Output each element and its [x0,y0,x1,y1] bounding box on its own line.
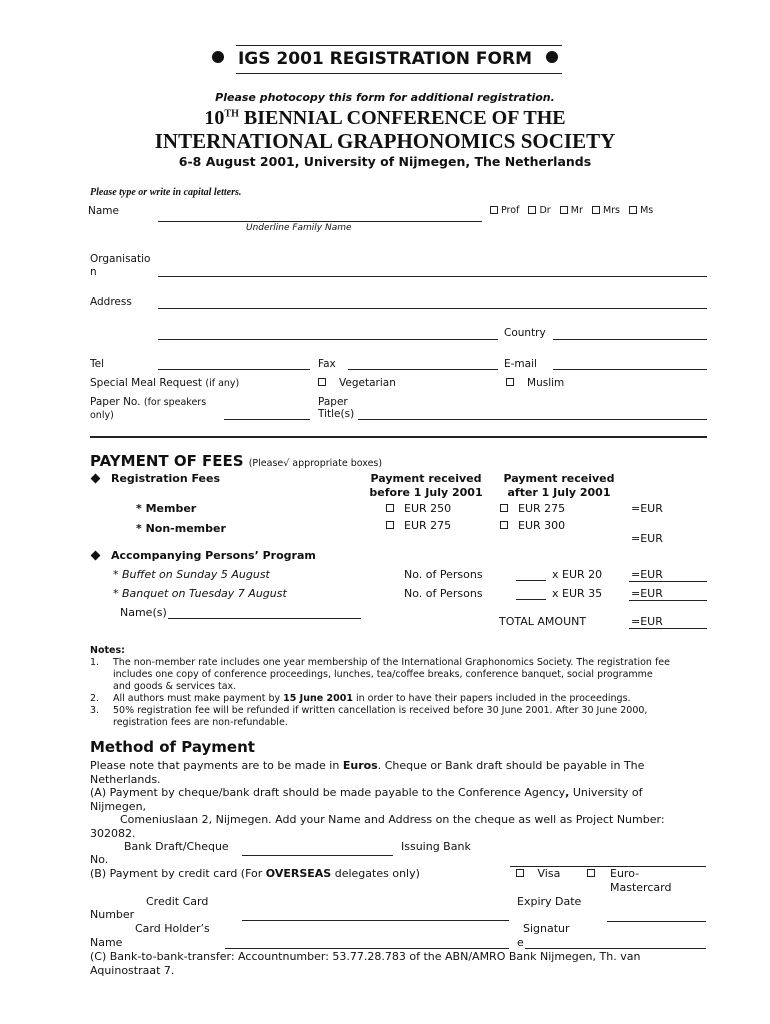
payment-option-b: (B) Payment by credit card (For OVERSEAS delegates only) [90,867,420,880]
euro-option-label: Euro- Mastercard [610,867,672,894]
buffet-total-field[interactable] [629,581,707,582]
buffet-price: x EUR 20 [552,568,603,581]
checkbox-icon[interactable] [506,378,514,386]
member-before-option[interactable]: EUR 250 [386,502,451,515]
email-label: E-mail [504,358,537,370]
checkbox-icon[interactable] [528,206,536,214]
tel-label: Tel [90,358,105,370]
names-label: Name(s) [120,606,167,619]
title-option-prof[interactable]: Prof [490,205,519,216]
title-rule-bottom [236,73,562,74]
total-amount-value: =EUR [631,615,663,628]
banquet-persons-label: No. of Persons [404,587,483,600]
checkbox-icon[interactable] [500,521,508,529]
issuing-bank-label: Issuing Bank [401,840,471,853]
signature-label-2: e [517,936,524,949]
banquet-label: * Banquet on Tuesday 7 August [113,587,287,600]
banquet-persons-field[interactable] [516,599,546,600]
nonmember-before-option[interactable]: EUR 275 [386,519,451,532]
bank-draft-field[interactable] [242,855,393,856]
total-amount-label: TOTAL AMOUNT [499,615,587,628]
signature-label: Signatur [523,922,570,935]
payment-option-a: (A) Payment by cheque/bank draft should be made payable to the Conference Agency, University of Nijmegen, Comeniuslaan 2, Nijmegen. Add your Name and Address on the cheque as well as Project Number: 302082. [90,786,665,840]
diamond-bullet-icon [91,473,101,483]
banquet-total: =EUR [631,587,663,600]
address-label: Address [90,296,132,308]
paper-title-field[interactable] [358,419,707,420]
capital-letters-instruction: Please type or write in capital letters. [90,187,242,198]
nonmember-after-option[interactable]: EUR 300 [500,519,565,532]
no-label: No. [90,853,109,866]
country-label: Country [504,327,546,339]
address-field[interactable] [158,308,707,309]
card-holder-label: Card Holder’s [135,922,210,935]
tel-field[interactable] [158,369,310,370]
title-rule-top [236,45,562,46]
expiry-date-field[interactable] [607,921,706,922]
checkbox-icon[interactable] [560,206,568,214]
credit-card-label: Credit Card [146,895,209,908]
meal-option-muslim[interactable]: Muslim [506,377,564,389]
diamond-bullet-icon [91,550,101,560]
card-holder-label-2: Name [90,936,123,949]
registration-fees-label: Registration Fees [92,472,220,485]
fees-heading: PAYMENT OF FEES (Please√ appropriate boxes) [90,452,383,470]
expiry-date-label: Expiry Date [517,895,582,908]
photocopy-note: Please photocopy this form for additional registration. [215,91,555,104]
buffet-persons-field[interactable] [516,580,546,581]
credit-card-field[interactable] [242,920,509,921]
name-label: Name [88,205,119,217]
meal-option-vegetarian[interactable]: Vegetarian [318,377,396,389]
title-option-ms[interactable]: Ms [629,205,653,216]
bullet-dot-icon [212,51,224,63]
euro-option-checkbox[interactable] [587,867,598,880]
meal-request-label: Special Meal Request (if any) [90,377,240,389]
payment-intro: Please note that payments are to be made in Euros. Cheque or Bank draft should be payable in The Netherlands. [90,759,645,786]
banquet-price: x EUR 35 [552,587,603,600]
card-holder-field[interactable] [225,948,509,949]
checkbox-icon[interactable] [490,206,498,214]
fax-field[interactable] [348,369,498,370]
signature-field[interactable] [525,948,706,949]
checkbox-icon[interactable] [386,504,394,512]
address-field-2[interactable] [158,339,498,340]
banquet-total-field[interactable] [629,600,707,601]
credit-card-label-2: Number [90,908,135,921]
section-divider [90,436,707,438]
method-heading: Method of Payment [90,738,255,756]
visa-option[interactable]: Visa [516,867,560,880]
nonmember-total: =EUR [631,532,663,545]
buffet-persons-label: No. of Persons [404,568,483,581]
title-option-mrs[interactable]: Mrs [592,205,620,216]
checkbox-icon[interactable] [318,378,326,386]
payment-option-c: (C) Bank-to-bank-transfer: Accountnumber: 53.77.28.783 of the ABN/AMRO Bank Nijmegen, Th. van Aquinostraat 7. [90,950,641,977]
paper-no-field[interactable] [224,419,310,420]
accompanying-label: Accompanying Persons’ Program [92,549,316,562]
email-field[interactable] [553,369,707,370]
names-field[interactable] [168,618,361,619]
member-after-option[interactable]: EUR 275 [500,502,565,515]
country-field[interactable] [553,339,707,340]
paper-title-label: Paper Title(s) [318,396,355,420]
checkbox-icon[interactable] [592,206,600,214]
title-option-dr[interactable]: Dr [528,205,550,216]
checkbox-icon[interactable] [500,504,508,512]
member-label: * Member [136,502,197,515]
bank-draft-label: Bank Draft/Cheque [124,840,229,853]
after-july-header: Payment received after 1 July 2001 [503,472,615,499]
notes-heading: Notes: [90,645,125,656]
total-amount-field[interactable] [629,628,707,629]
society-name: INTERNATIONAL GRAPHONOMICS SOCIETY [154,129,616,153]
paper-no-label: Paper No. (for speakers only) [90,396,207,421]
title-options [490,205,653,216]
nonmember-label: * Non-member [136,522,226,535]
form-title: IGS 2001 REGISTRATION FORM [0,49,770,69]
title-option-mr[interactable]: Mr [560,205,583,216]
checkbox-icon[interactable] [516,869,524,877]
organisation-field[interactable] [158,276,707,277]
note-1: 1. The non-member rate includes one year membership of the International Graphonomics Society. The registration fee includes one copy of conference proceedings, lunches, tea/coffee breaks, conference banquet, social programme and goods & services tax. [90,657,670,692]
checkbox-icon[interactable] [587,869,595,877]
bullet-dot-icon [546,51,558,63]
organisation-label: Organisatio n [90,253,151,278]
buffet-total: =EUR [631,568,663,581]
before-july-header: Payment received before 1 July 2001 [369,472,483,499]
conference-title: 10TH BIENNIAL CONFERENCE OF THE [204,107,566,129]
note-2: 2. All authors must make payment by 15 June 2001 in order to have their papers included in the proceedings. [90,693,631,704]
note-3: 3. 50% registration fee will be refunded if written cancellation is received before 30 June 2001. After 30 June 2000, registration fees are non-refundable. [90,705,648,728]
underline-family-hint: Underline Family Name [246,223,352,233]
name-field[interactable] [158,221,482,222]
checkbox-icon[interactable] [629,206,637,214]
buffet-label: * Buffet on Sunday 5 August [113,568,270,581]
checkbox-icon[interactable] [386,521,394,529]
member-total: =EUR [631,502,663,515]
fax-label: Fax [318,358,336,370]
dates-venue: 6-8 August 2001, University of Nijmegen, The Netherlands [178,154,592,169]
